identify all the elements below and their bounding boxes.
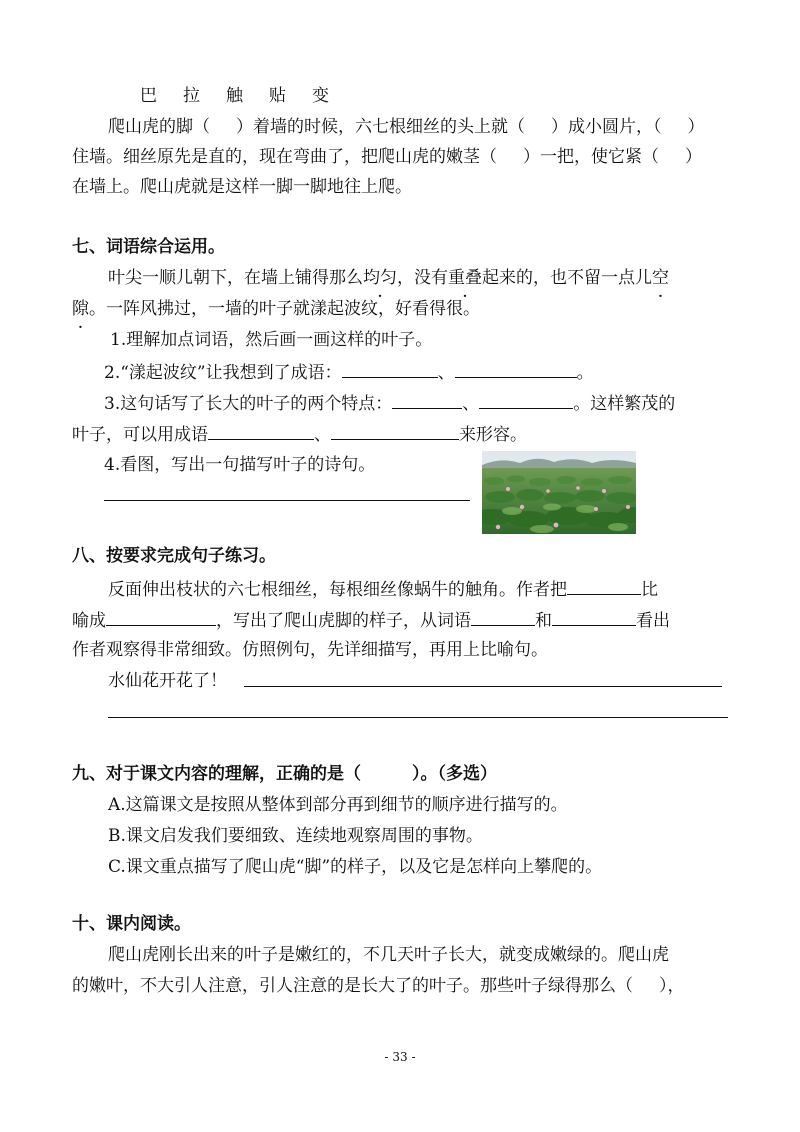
answer-blank[interactable] xyxy=(552,607,636,626)
word-bank-item: 拉 xyxy=(183,86,202,106)
page-number: - 33 - xyxy=(384,1050,416,1064)
s7-question-3-cont: 叶子，可以用成语 、 来形容。 xyxy=(72,421,527,447)
answer-blank[interactable] xyxy=(342,359,438,378)
answer-blank[interactable] xyxy=(331,421,459,440)
word-bank-item: 触 xyxy=(226,86,245,106)
section-9-heading: 九、对于课文内容的理解，正确的是（ ）。（多选） xyxy=(72,764,497,784)
s7-question-1: 1.理解加点词语，然后画一画这样的叶子。 xyxy=(110,330,433,350)
section-7-heading: 七、词语综合运用。 xyxy=(72,237,225,257)
s7-passage-line-1: 叶尖一顺儿朝下，在墙上铺得那么均匀，没有重叠起来的，也不留一点儿空 xyxy=(108,268,669,288)
fill-passage-line-3: 在墙上。爬山虎就是这样一脚一脚地往上爬。 xyxy=(72,177,412,197)
s7-question-4: 4.看图，写出一句描写叶子的诗句。 xyxy=(104,455,376,475)
answer-blank[interactable] xyxy=(208,421,314,440)
option-c: C.课文重点描写了爬山虎“脚”的样子，以及它是怎样向上攀爬的。 xyxy=(108,857,603,877)
s8-line-1: 反面伸出枝状的六七根细丝，每根细丝像蜗牛的触角。作者把 比 xyxy=(108,576,658,602)
word-bank-item: 巴 xyxy=(140,86,159,106)
answer-line[interactable] xyxy=(244,686,722,687)
answer-blank[interactable] xyxy=(567,576,641,595)
answer-blank[interactable] xyxy=(455,359,577,378)
word-bank xyxy=(140,84,355,108)
s8-line-3: 作者观察得非常细致。仿照例句，先详细描写，再用上比喻句。 xyxy=(72,640,548,660)
answer-line[interactable] xyxy=(108,717,728,718)
word-bank-item: 贴 xyxy=(269,86,288,106)
answer-blank[interactable] xyxy=(471,607,535,626)
section-10-heading: 十、课内阅读。 xyxy=(72,914,191,934)
s8-line-2: 喻成 ，写出了爬山虎脚的样子，从词语 和 看出 xyxy=(72,607,670,633)
answer-line[interactable] xyxy=(104,500,470,501)
fill-passage-line-1: 爬山虎的脚（ ）着墙的时候，六七根细丝的头上就（ ）成小圆片，（ ） xyxy=(108,117,705,137)
s8-example-prompt: 水仙花开花了！ xyxy=(108,671,227,691)
answer-blank[interactable] xyxy=(479,390,573,409)
reading-line-1: 爬山虎刚长出来的叶子是嫩红的，不几天叶子长大，就变成嫩绿的。爬山虎 xyxy=(108,945,669,965)
lotus-leaves-photo xyxy=(482,451,636,534)
answer-blank[interactable] xyxy=(106,607,216,626)
section-8-heading: 八、按要求完成句子练习。 xyxy=(72,546,276,566)
s7-question-3: 3.这句话写了长大的叶子的两个特点： 、 。这样繁茂的 xyxy=(104,390,675,416)
option-a: A.这篇课文是按照从整体到部分再到细节的顺序进行描写的。 xyxy=(108,795,568,815)
s7-question-2: 2.“漾起波纹”让我想到了成语： 、 。 xyxy=(104,359,594,385)
option-b: B.课文启发我们要细致、连续地观察周围的事物。 xyxy=(108,826,483,846)
s7-passage-line-2: 隙。一阵风拂过，一墙的叶子就漾起波纹，好看得很。 xyxy=(72,299,480,319)
reading-line-2: 的嫩叶，不大引人注意，引人注意的是长大了的叶子。那些叶子绿得那么（ ）， xyxy=(72,976,685,996)
fill-passage-line-2: 住墙。细丝原先是直的，现在弯曲了，把爬山虎的嫩茎（ ）一把，使它紧（ ） xyxy=(72,147,702,167)
word-bank-item: 变 xyxy=(312,86,331,106)
answer-blank[interactable] xyxy=(392,390,462,409)
